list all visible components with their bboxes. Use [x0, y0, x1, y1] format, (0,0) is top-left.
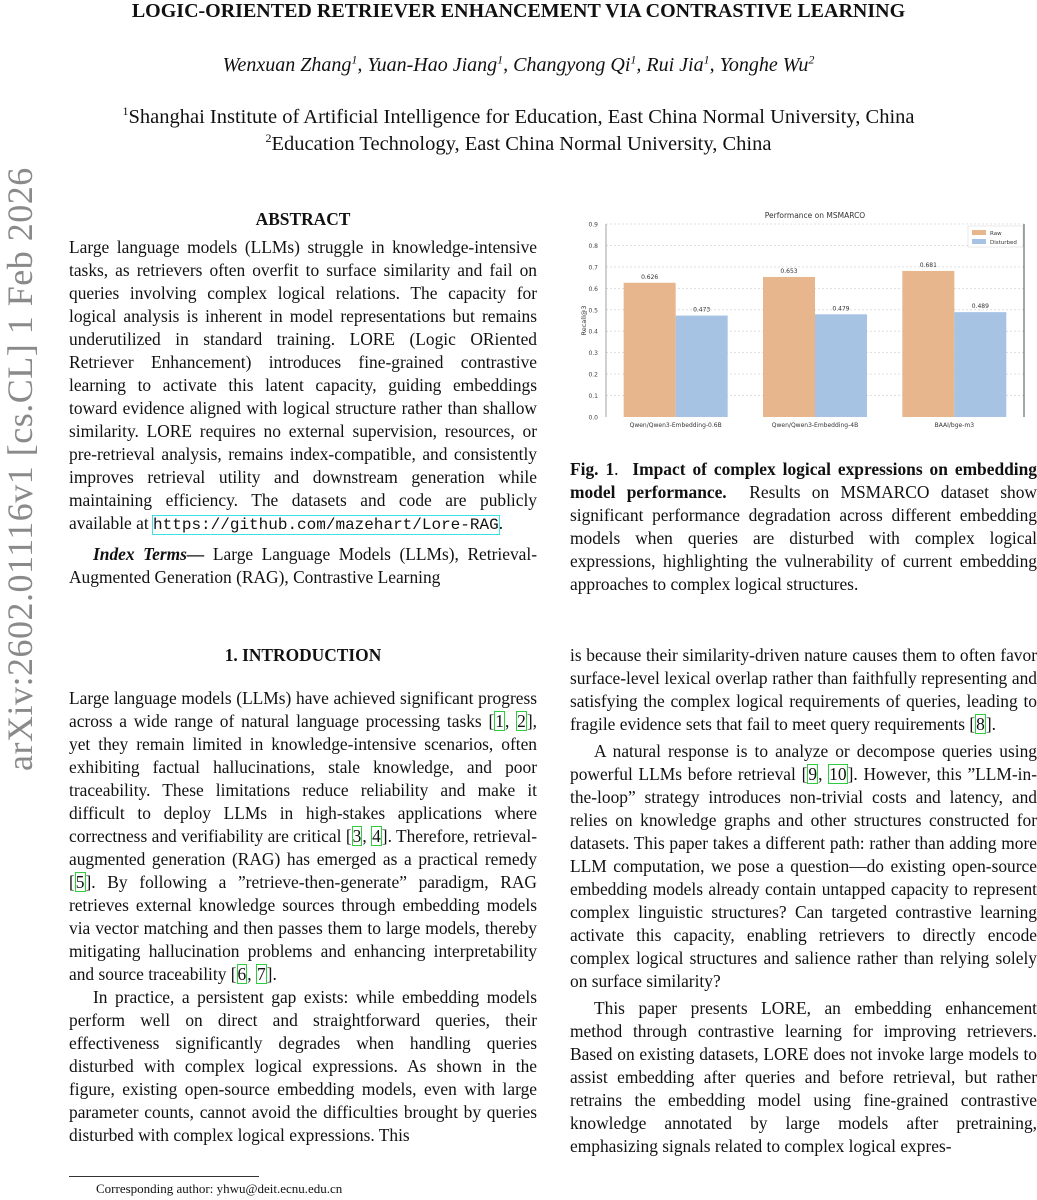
author: Changyong Qi$^1$: [513, 52, 637, 76]
legend-swatch: [972, 239, 986, 244]
y-tick-label: 0.6: [588, 285, 598, 293]
y-tick-label: 0.8: [588, 242, 598, 250]
legend-label: Disturbed: [990, 240, 1017, 246]
abstract-section: ABSTRACT Large language models (LLMs) struggle in knowledge-intensive tasks, as retrievers often overfit to surface similarity and fail on queries involving complex logical relations. The capacity for logical analysis is inherent in model representations but remains underutilized in standard training. LORE (Logic ORiented Retriever Enhancement) introduces fine-grained contrastive learning to activate this latent capacity, guiding embeddings toward evidence aligned with logical structure rather than shallow similarity. LORE requires no external supervision, resources, or pre-retrieval analysis, remains index-compatible, and consistently improves retrieval utility and downstream generation while maintaining efficiency. The datasets and code are publicly available at https://github.com/mazehart/Lore-RAG. Index Terms— Large Language Models (LLMs), Retrieval-Augmented Generation (RAG), Contrastive Learning: [69, 209, 537, 587]
data-label: 0.653: [780, 267, 798, 275]
author-list: Wenxuan Zhang$^1$, Yuan-Hao Jiang$^1$, Changyong Qi$^1$, Rui Jia$^1$, Yonghe Wu$^2$: [222, 52, 815, 76]
x-tick-label: Qwen/Qwen3-Embedding-0.6B: [629, 422, 722, 429]
chart-title: Performance on MSMARCO: [764, 211, 866, 220]
abstract-heading: ABSTRACT: [255, 209, 351, 229]
citation-link[interactable]: 7: [256, 964, 266, 984]
legend-label: Raw: [990, 231, 1002, 237]
bar-raw: [763, 277, 815, 417]
y-tick-label: 0.3: [588, 350, 598, 358]
footnote: Corresponding author: yhwu@deit.ecnu.edu.cn: [96, 1181, 343, 1196]
y-axis-label: Recall@3: [580, 305, 588, 336]
x-tick-label: Qwen/Qwen3-Embedding-4B: [771, 422, 859, 429]
y-tick-label: 0.7: [588, 264, 598, 272]
affiliation: $^2$Education Technology, East China Normal University, China: [265, 131, 772, 155]
bar-raw: [902, 271, 954, 417]
data-label: 0.626: [641, 273, 659, 281]
affiliation: $^1$Shanghai Institute of Artificial Intelligence for Education, East China Normal University, China: [122, 104, 915, 128]
y-tick-label: 0.2: [588, 371, 598, 379]
y-tick-label: 0.9: [588, 221, 598, 229]
y-tick-label: 0.4: [588, 328, 598, 336]
data-label: 0.473: [693, 306, 711, 314]
figure-caption: Fig. 1. Impact of complex logical expressions on embedding model performance. Results on MSMARCO dataset show significant performance degradation across different embedding models when queries are disturbed with complex logical expressions, highlighting the vulnerability of current embedding approaches to complex logical structures.: [570, 459, 1037, 594]
bar-disturbed: [676, 316, 728, 417]
citation-link[interactable]: 9: [808, 764, 818, 784]
abstract-text: Large language models (LLMs) struggle in knowledge-intensive tasks, as retrievers often overfit to surface similarity and fail on queries involving complex logical relations. The capacity for logical analysis is inherent in model representations but remains underutilized in standard training. LORE (Logic ORiented Retriever Enhancement) introduces fine-grained contrastive learning to activate this latent capacity, guiding embeddings toward evidence aligned with logical structure rather than shallow similarity. LORE requires no external supervision, resources, or pre-retrieval analysis, remains index-compatible, and consistently improves retrieval utility and downstream generation while maintaining efficiency. The datasets and code are publicly available at: [69, 237, 537, 533]
data-label: 0.489: [971, 303, 989, 311]
citation-link[interactable]: 2: [517, 711, 526, 731]
section-heading-introduction: 1. INTRODUCTION: [224, 645, 382, 665]
y-tick-label: 0.1: [588, 393, 598, 401]
figure-caption-text: Results on MSMARCO dataset show significant performance degradation across different embedding models when queries are disturbed with complex logical expressions, highlighting the vulnerability of current embedding approaches to complex logical structures.: [570, 482, 1037, 594]
author: Rui Jia$^1$: [646, 52, 710, 76]
paragraph: is because their similarity-driven nature causes them to often favor surface-level lexical overlap rather than faithfully representing and satisfying the complex logical requirements of queries, leading to fragile evidence sets that fail to meet query requirements [8].: [570, 645, 1037, 734]
paragraph: Large language models (LLMs) have achieved significant progress across a wide range of natural language processing tasks [1, 2], yet they remain limited in knowledge-intensive scenarios, often exhibiting factual hallucinations, stale knowledge, and poor traceability. These limitations reduce reliability and make it difficult to deploy LLMs in high-stakes applications where correctness and verifiability are critical [3, 4]. Therefore, retrieval-augmented generation (RAG) has emerged as a practical remedy [5]. By following a ”retrieve-then-generate” paradigm, RAG retrieves external knowledge sources through embedding models via vector matching and then passes them to large models, thereby mitigating hallucination problems and enhancing interpretability and source traceability [6, 7].: [69, 688, 537, 984]
intro-left-column: [69, 644, 537, 1147]
bar-chart: [572, 205, 1032, 445]
citation-link[interactable]: 3: [352, 826, 362, 846]
figure-label: Fig. 1: [570, 459, 615, 479]
citation-link[interactable]: 8: [976, 714, 985, 734]
paper-title: LOGIC-ORIENTED RETRIEVER ENHANCEMENT VIA CONTRASTIVE LEARNING: [131, 0, 906, 22]
footnote-rule: [69, 1176, 259, 1177]
citation-link[interactable]: 6: [237, 964, 247, 984]
paragraph: This paper presents LORE, an embedding enhancement method through contrastive learning for improving retrievers. Based on existing datasets, LORE does not invoke large models to assist embedding after queries and before retrieval, but rather retrains the embedding model using fine-grained contrastive knowledge annotated by large models after pretraining, emphasizing signals related to complex logical expres-: [570, 998, 1037, 1156]
x-tick-label: BAAI/bge-m3: [934, 422, 975, 429]
citation-link[interactable]: 10: [829, 764, 847, 784]
citation-link[interactable]: 5: [75, 872, 85, 892]
bar-raw: [624, 283, 676, 417]
intro-right-column: [570, 644, 1037, 1158]
code-link[interactable]: https://github.com/mazehart/Lore-RAG: [153, 516, 499, 534]
bar-disturbed: [815, 314, 867, 417]
author: Yuan-Hao Jiang$^1$: [367, 52, 504, 76]
data-label: 0.681: [919, 261, 937, 269]
index-terms-label: Index Terms—: [93, 544, 205, 564]
y-tick-label: 0.0: [588, 414, 598, 422]
legend-swatch: [972, 230, 986, 235]
figure-caption-title: Impact of complex logical expressions on embedding model performance.: [570, 459, 1037, 502]
arxiv-identifier: arXiv:2602.01116v1 [cs.CL] 1 Feb 2026: [0, 167, 40, 771]
bar-disturbed: [954, 312, 1006, 417]
author: Wenxuan Zhang$^1$: [222, 52, 358, 76]
data-label: 0.479: [832, 305, 850, 313]
index-terms: Large Language Models (LLMs), Retrieval-Augmented Generation (RAG), Contrastive Learning: [69, 544, 537, 587]
citation-link[interactable]: 4: [372, 826, 381, 846]
citation-link[interactable]: 1: [495, 711, 504, 731]
author: Yonghe Wu$^2$: [719, 52, 815, 76]
paragraph: A natural response is to analyze or decompose queries using powerful LLMs before retrieval [9, 10]. However, this ”LLM-in-the-loop” strategy introduces non-trivial costs and latency, and relies on knowledge graphs and other structures constructed for datasets. This paper takes a different path: rather than adding more LLM computation, we pose a question—do existing open-source embedding models already contain untapped capacity to represent complex linguistic structures? Can targeted contrastive learning activate this capacity, enabling retrievers to directly encode complex logical structures and salience rather than relying solely on surface similarity?: [570, 741, 1037, 991]
y-tick-label: 0.5: [588, 307, 598, 315]
paragraph: In practice, a persistent gap exists: while embedding models perform well on direct and straightforward queries, their effectiveness significantly degrades when handling queries disturbed with complex logical expressions. As shown in the figure, existing open-source embedding models, even with large parameter counts, cannot avoid the difficulties brought by queries disturbed with complex logical expressions. This: [69, 987, 537, 1145]
